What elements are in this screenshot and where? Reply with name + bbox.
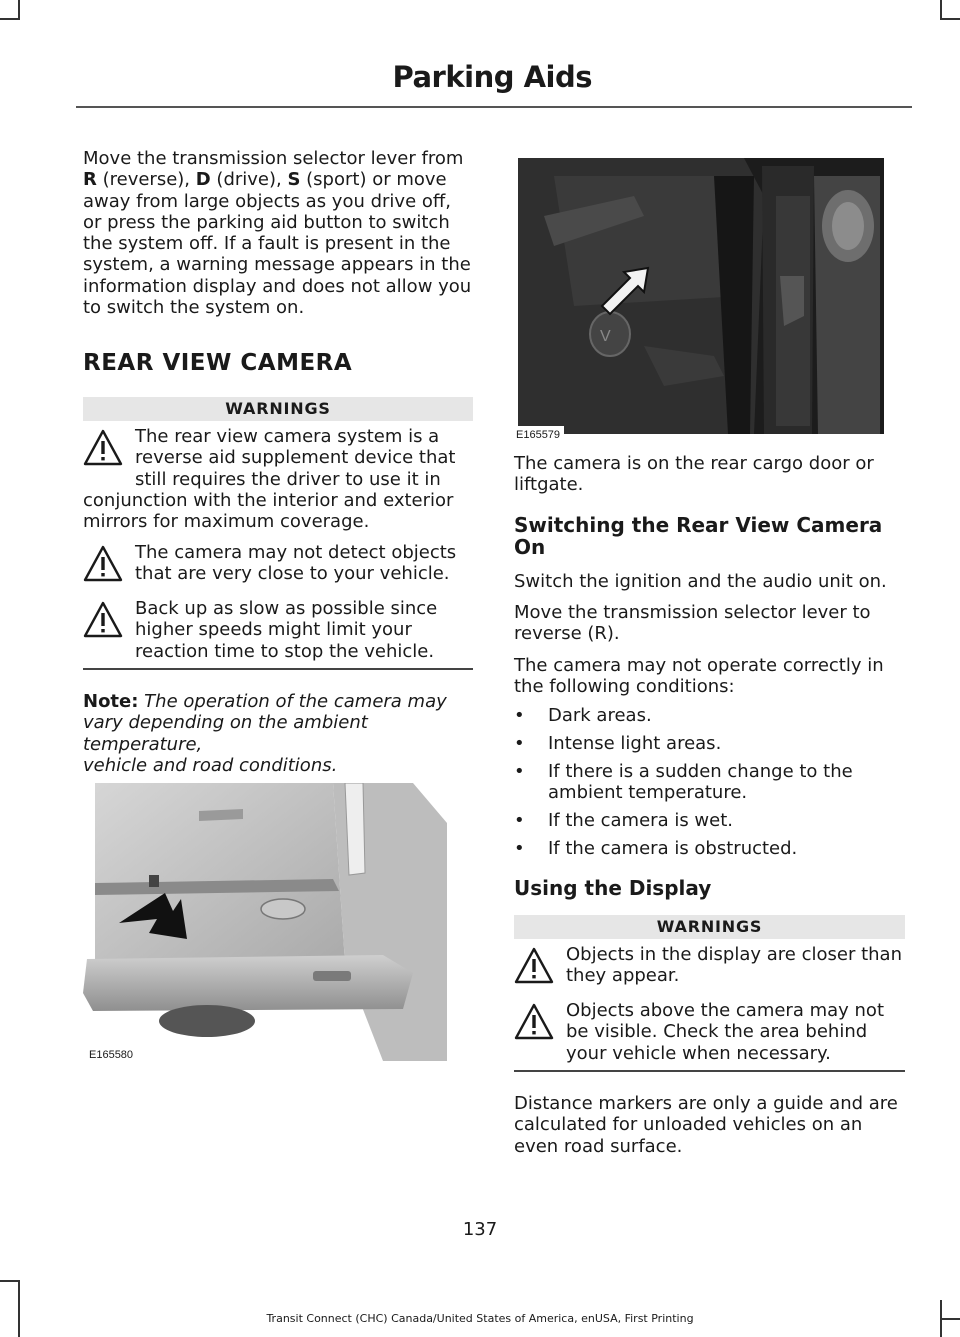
- van-rear-illustration: [83, 783, 447, 1061]
- page-number: 137: [462, 1219, 498, 1240]
- warning-triangle-icon: [83, 600, 123, 640]
- warning-item: The rear view camera system is a reverse aid supplement device that still requires the driver to use it in conjunction with the interior and exterior mirrors for maximum coverage.: [83, 426, 456, 533]
- bullet-icon: •: [514, 761, 525, 782]
- page-title: Parking Aids: [392, 60, 592, 94]
- distance-markers-text: Distance markers are only a guide and are calculated for unloaded vehicles on an even road surface.: [514, 1093, 898, 1157]
- crop-mark: [18, 1280, 20, 1337]
- list-item: • If there is a sudden change to the ambient temperature.: [514, 761, 853, 804]
- warning-triangle-icon: [83, 544, 123, 584]
- camera-location-photo: [514, 156, 886, 440]
- conditions-intro: The camera may not operate correctly in the following conditions:: [514, 655, 884, 698]
- display-heading: Using the Display: [514, 876, 712, 900]
- van-rear-drawing: [83, 783, 447, 1061]
- figure-code: E165580: [89, 1049, 134, 1061]
- warning-triangle-icon: [514, 1002, 554, 1042]
- bullet-icon: •: [514, 838, 525, 859]
- page-footer: Transit Connect (CHC) Canada/United States of America, enUSA, First Printing: [266, 1312, 694, 1325]
- note-paragraph: Note: The operation of the camera may vary depending on the ambient temperature, vehicle and road conditions.: [83, 691, 447, 776]
- section-heading: REAR VIEW CAMERA: [83, 350, 353, 376]
- switching-heading: Switching the Rear View Camera On: [514, 513, 883, 559]
- camera-photo-drawing: [514, 156, 886, 440]
- bullet-icon: •: [514, 705, 525, 726]
- crop-mark: [0, 1280, 20, 1282]
- crop-mark: [0, 18, 20, 20]
- list-item: • If the camera is obstructed.: [514, 838, 798, 859]
- intro-paragraph: Move the transmission selector lever from R (reverse), D (drive), S (sport) or move away from large objects as you drive off, or press the parking aid button to switch the system off. If a fault is present in the system, a warning message appears in the information display and does not allow you to switch the system on.: [83, 148, 472, 319]
- warning-triangle-icon: [83, 428, 123, 468]
- bullet-icon: •: [514, 733, 525, 754]
- badge-letter: V: [600, 328, 611, 345]
- crop-mark: [18, 0, 20, 20]
- warnings-banner: WARNINGS: [83, 397, 473, 421]
- bullet-icon: •: [514, 810, 525, 831]
- warnings-banner: WARNINGS: [514, 915, 905, 939]
- warnings-divider: [83, 668, 473, 670]
- warning-item: Objects above the camera may not be visible. Check the area behind your vehicle when necessary.: [514, 1000, 909, 1064]
- camera-location-text: The camera is on the rear cargo door or liftgate.: [514, 453, 874, 496]
- crop-mark: [940, 0, 942, 20]
- header-divider: [76, 106, 912, 108]
- crop-mark: [940, 18, 960, 20]
- switching-step-2: Move the transmission selector lever to reverse (R).: [514, 602, 871, 645]
- warning-item: The camera may not detect objects that are very close to your vehicle.: [83, 542, 478, 585]
- list-item: • Intense light areas.: [514, 733, 722, 754]
- warnings-divider: [514, 1070, 905, 1072]
- switching-step-1: Switch the ignition and the audio unit on.: [514, 571, 887, 592]
- warning-triangle-icon: [514, 946, 554, 986]
- list-item: • If the camera is wet.: [514, 810, 733, 831]
- warning-item: Back up as slow as possible since higher speeds might limit your reaction time to stop the vehicle.: [83, 598, 478, 662]
- figure-code: E165579: [516, 429, 561, 440]
- warning-item: Objects in the display are closer than they appear.: [514, 944, 909, 987]
- list-item: • Dark areas.: [514, 705, 652, 726]
